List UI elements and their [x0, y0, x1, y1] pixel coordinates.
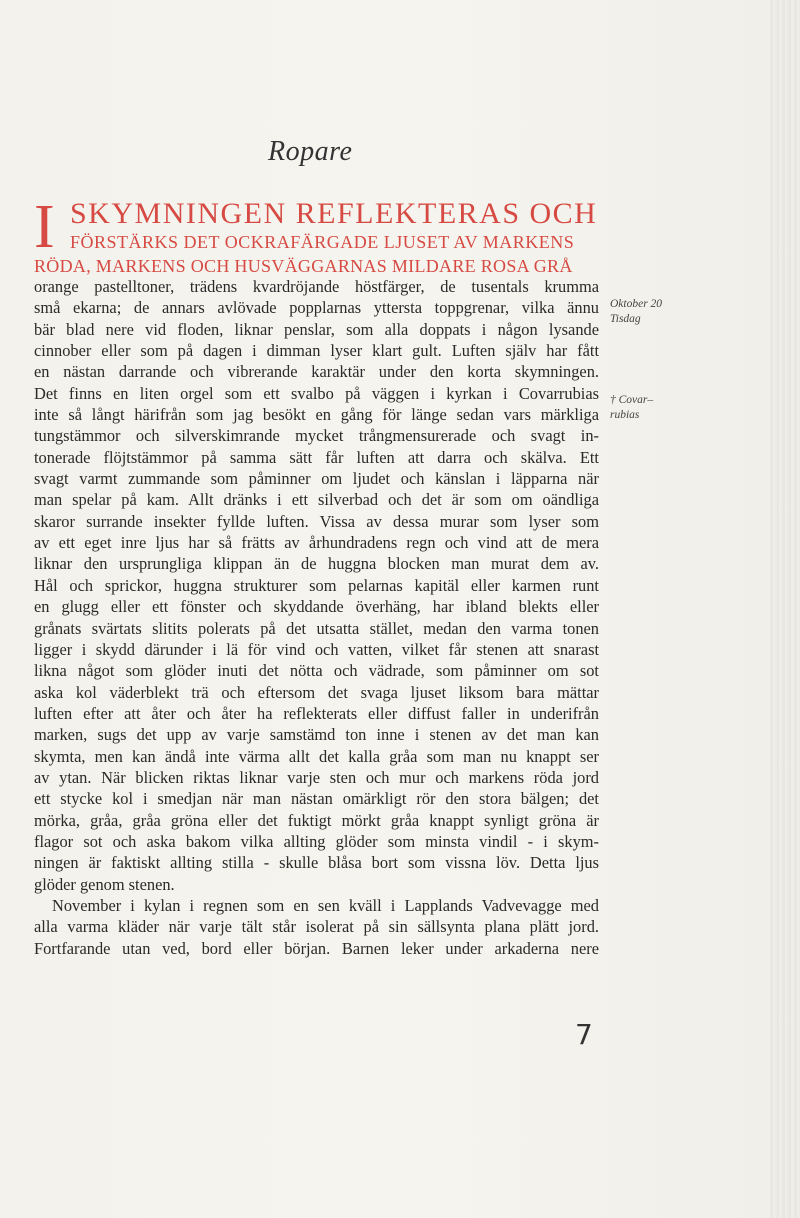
- text-line: Fortfarande utan ved, bord eller början. Barnen leker under arkaderna nere: [34, 938, 599, 958]
- margin-note-footnote-line: † Covar–: [610, 394, 654, 406]
- text-line: liknar den ursprungliga klippan än de huggna blocken man murat dem av.: [34, 554, 599, 574]
- text-line: inte så långt härifrån som jag besökt en gång för länge sedan vars märkliga: [34, 405, 599, 425]
- margin-note-footnote-line: rubias: [610, 409, 640, 421]
- text-line: grånats svärtats slitits polerats på det utsatta stället, medan den varma tonen: [34, 618, 599, 638]
- page-edges: [770, 0, 800, 1218]
- text-line: en glugg eller ett fönster och skyddande överhäng, har ibland blekts eller: [34, 597, 599, 617]
- margin-note-date: [610, 297, 662, 327]
- page-number: 7: [575, 1018, 593, 1051]
- text-line: Hål och sprickor, huggna strukturer som pelarnas kapitäl eller karmen runt: [34, 575, 599, 595]
- text-line: skymta, men kan ändå inte värma allt det kalla gråa som man nu knappt ser: [34, 746, 599, 766]
- text-line: mörka, gråa, gråa gröna eller det fuktigt mörkt gråa knappt synligt gröna är: [34, 810, 599, 830]
- text-line: glöder genom stenen.: [34, 874, 175, 894]
- text-line: skaror surrande insekter fyllde luften. Vissa av dessa murar som lyser som: [34, 511, 599, 531]
- text-line: luften efter att åter och åter ha reflekterats eller diffust faller in underifrån: [34, 703, 599, 723]
- text-line: ningen är faktiskt allting stilla - skulle blåsa bort som vissna löv. Detta ljus: [34, 853, 599, 873]
- text-line: orange pastelltoner, trädens kvardröjande höstfärger, de tusentals krumma: [34, 277, 599, 296]
- margin-note-footnote: [610, 393, 653, 423]
- opening-line-2: FÖRSTÄRKS DET OCKRAFÄRGADE LJUSET AV MARKENS: [70, 232, 575, 252]
- margin-note-day-line: Tisdag: [610, 313, 641, 325]
- text-line: bär blad nere vid floden, liknar penslar, som alla doppats i någon lysande: [34, 319, 599, 339]
- text-line: tonerade flöjtstämmor på samma sätt får luften att darra och skälva. Ett: [34, 447, 599, 467]
- text-line: av ytan. När blicken riktas liknar varje sten och mur och markens röda jord: [34, 767, 599, 787]
- text-line: ett stycke kol i smedjan när man nästan omärkligt rör den stora bälgen; det: [34, 789, 599, 809]
- text-line: en nästan darrande och vibrerande karaktär under den korta skymningen.: [34, 362, 599, 382]
- text-line: små ekarna; de annars avlövade popplarnas yttersta toppgrenar, vilka ännu: [34, 298, 599, 318]
- opening-line-1: SKYMNINGEN REFLEKTERAS OCH: [70, 197, 598, 230]
- text-line: Det finns en liten orgel som ett svalbo på väggen i kyrkan i Covarrubias: [34, 383, 599, 403]
- text-line: cinnober eller som på dagen i dimman lyser klart gult. Luften själv har fått: [34, 341, 599, 361]
- text-line: alla varma kläder när varje tält står isolerat på sin sällsynta plana plätt jord.: [34, 917, 599, 937]
- text-line: man spelar på kam. Allt dränks i ett silverbad och det är som om oändliga: [34, 490, 599, 510]
- drop-cap: I: [34, 193, 55, 261]
- text-line: svagt varmt zummande som påminner om ljudet och känslan i läpparna när: [34, 469, 599, 489]
- text-line: marken, sugs det upp av varje samstämd ton inne i stenen av det man kan: [34, 725, 599, 745]
- text-line: tungstämmor och silverskimrande mycket trångmensurerade och svagt in-: [34, 426, 599, 446]
- body-text: [34, 276, 599, 959]
- margin-note-date-line: Oktober 20: [610, 298, 663, 310]
- text-line: aska kol väderblekt trä och eftersom det svaga ljuset liksom bara mättar: [34, 682, 599, 702]
- running-head: Ropare: [268, 136, 353, 167]
- text-line: flagor sot och aska bakom vilka allting glöder som minsta vindil - i skym-: [34, 831, 599, 851]
- text-line: av ett eget inre ljus har så frätts av århundradens regn och vind att de mera: [34, 533, 599, 553]
- text-line: likna något som glöder inuti det nötta och vädrade, som påminner om sot: [34, 661, 599, 681]
- opening-line-3: RÖDA, MARKENS OCH HUSVÄGGARNAS MILDARE ROSA GRÅ: [34, 256, 573, 276]
- text-line: November i kylan i regnen som en sen kväll i Lapplands Vadvevagge med: [52, 895, 599, 915]
- text-line: ligger i skydd därunder i lä för vind och vatten, vilket får stenen att snarast: [34, 639, 599, 659]
